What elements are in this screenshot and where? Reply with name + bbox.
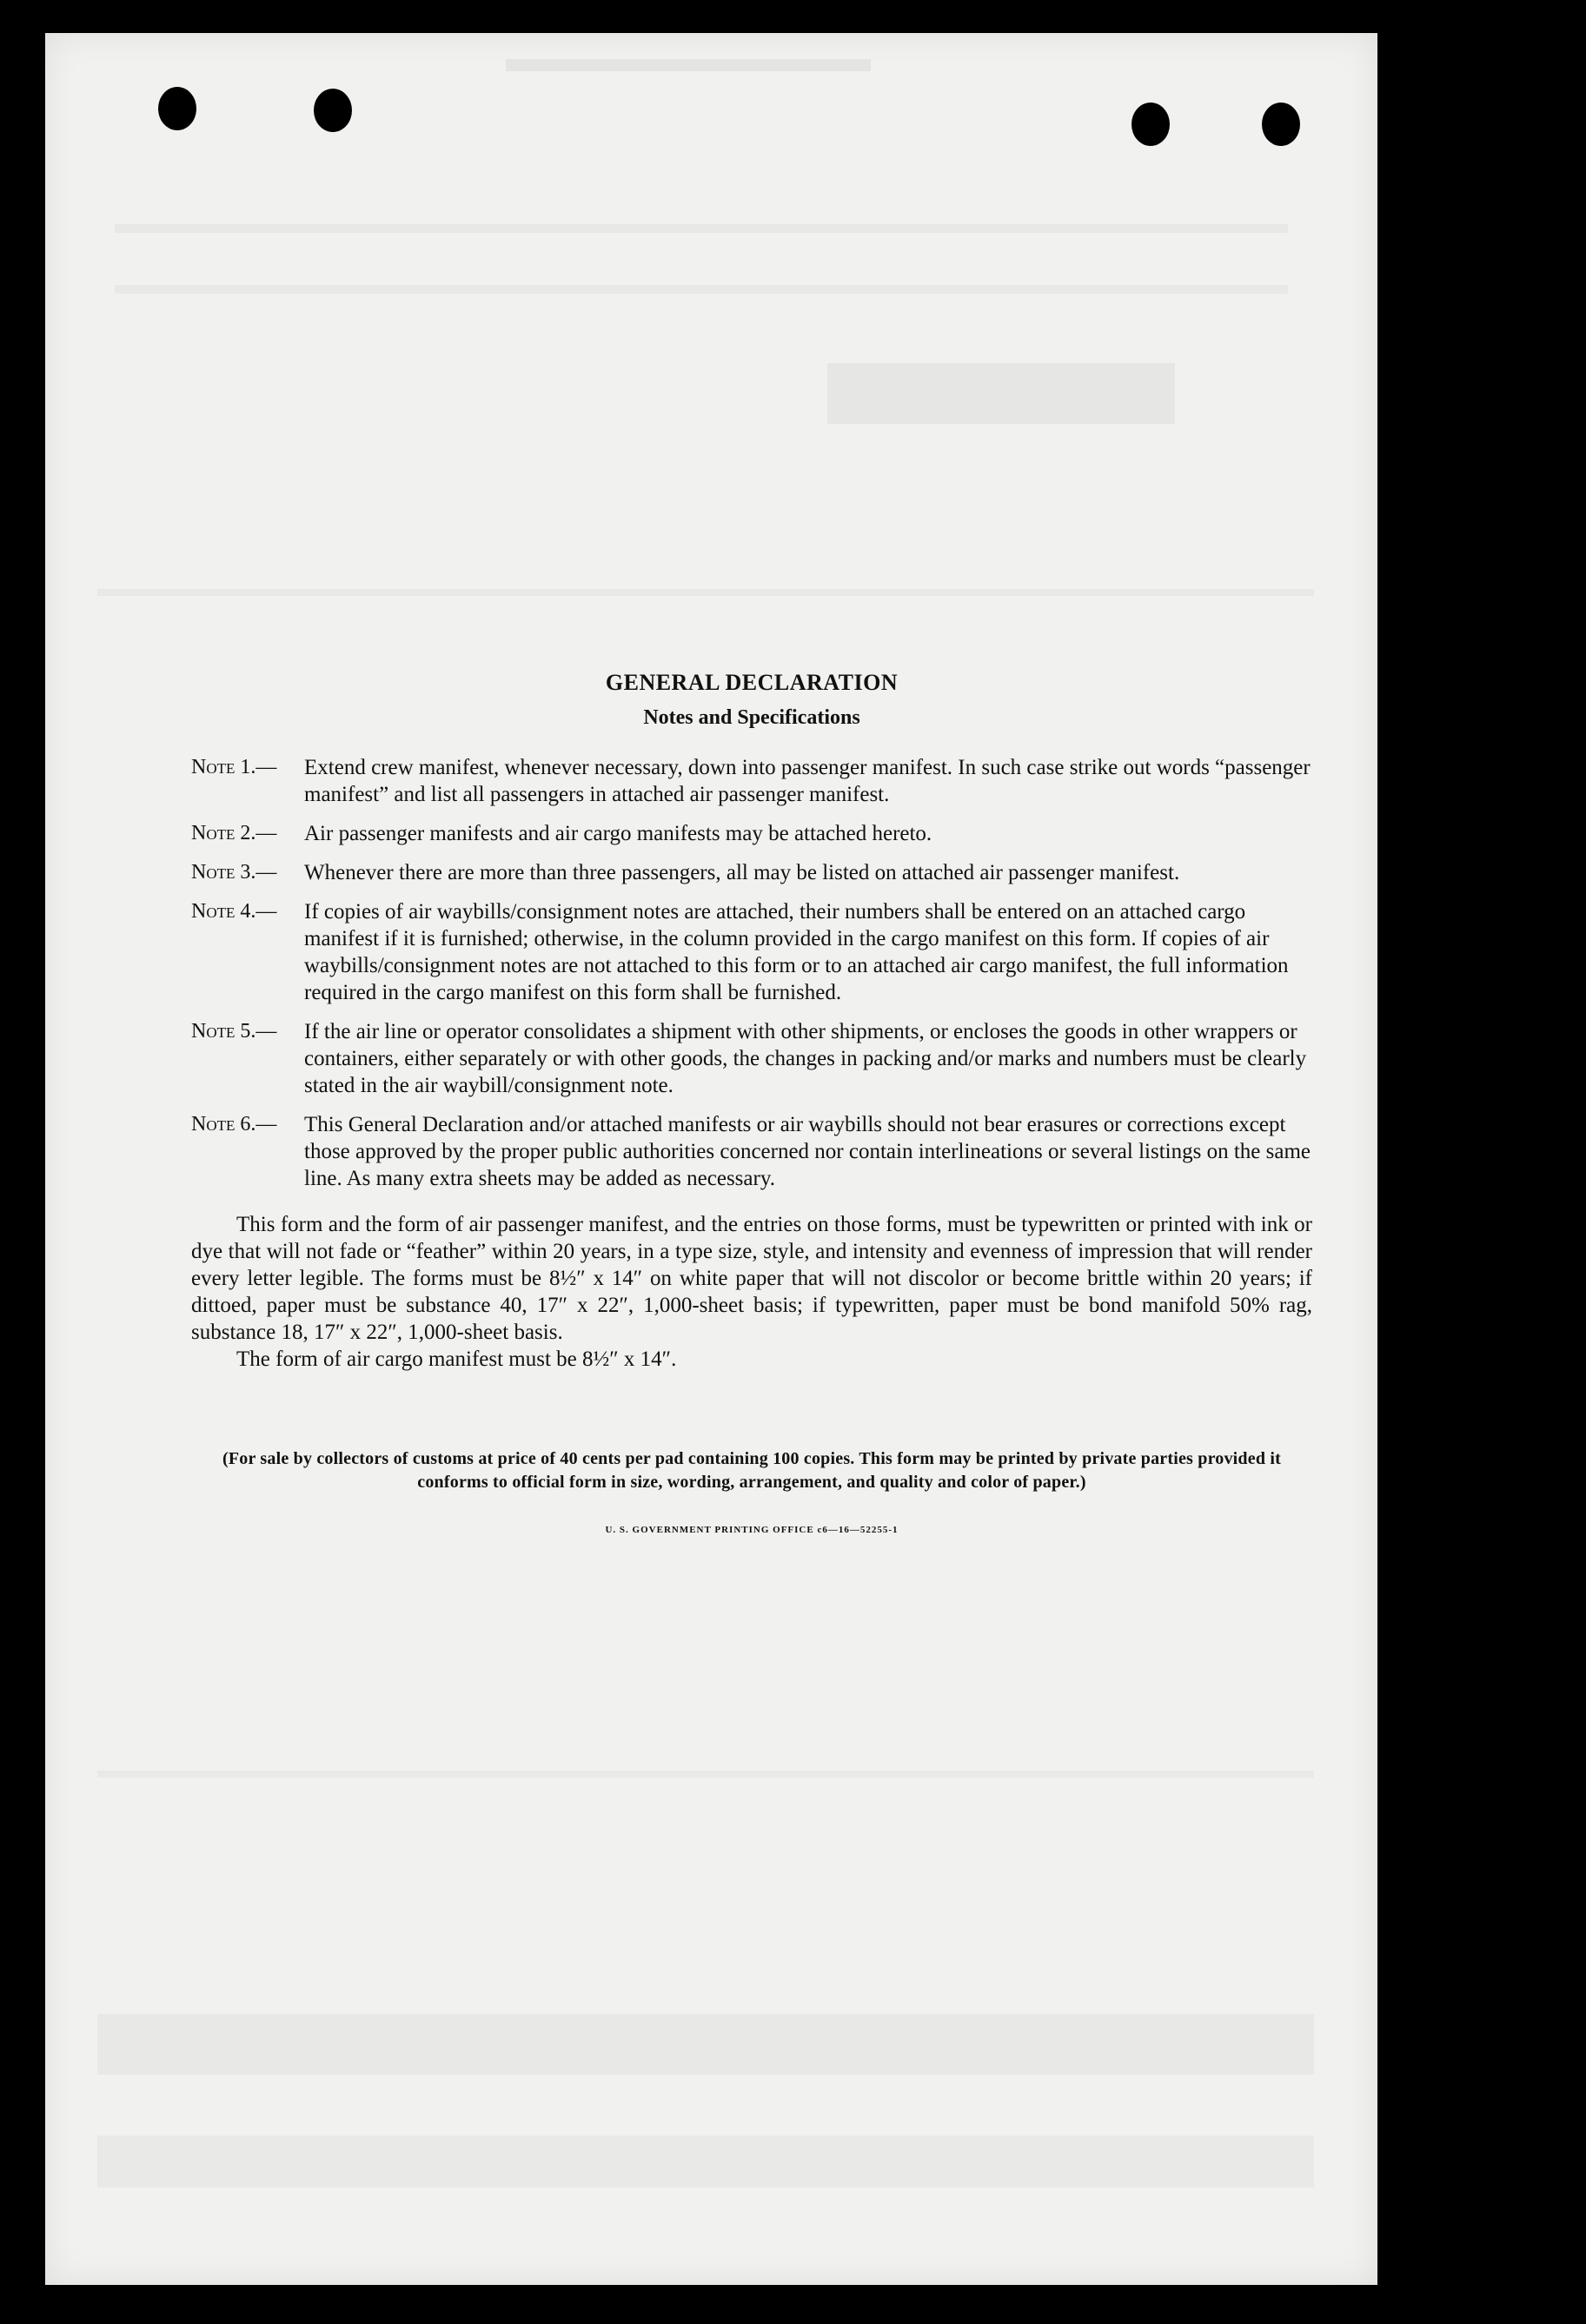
note-number: 5.— xyxy=(240,1020,277,1043)
note-text: Air passenger manifests and air cargo manifests may be attached hereto. xyxy=(304,822,932,845)
bleed-through-mark xyxy=(506,59,871,71)
note-label: Note xyxy=(191,900,236,923)
sale-notice: (For sale by collectors of customs at price of 40 cents per pad containing 100 copies. This form may be printed by private parties provided it conforms to official form in size, wording, arrangement, and quality and color of paper.) xyxy=(222,1449,1281,1492)
bleed-through-mark xyxy=(97,589,1314,596)
note-label: Note xyxy=(191,1113,236,1136)
bleed-through-mark xyxy=(115,224,1288,233)
note-text: If copies of air waybills/consignment notes are attached, their numbers shall be entered on an attached cargo manifest if it is furnished; otherwise, in the column provided in the cargo manifest on this form. If copies of air waybills/consignment notes are not attached to this form or to an attached air cargo manifest, the full information required in the cargo manifest on this form shall be furnished. xyxy=(304,900,1289,1004)
note-4 xyxy=(191,898,1312,1006)
form-specification-paragraph: This form and the form of air passenger manifest, and the entries on those forms, must be typewritten or printed with ink or dye that will not fade or “feather” within 20 years, in a type size, style, and intensity and evenness of impression that will render every letter legible. The forms must be 8½″ x 14″ on white paper that will not discolor or become brittle within 20 years; if dittoed, paper must be substance 40, 17″ x 22″, 1,000-sheet basis; if typewritten, paper must be bond manifold 50% rag, substance 18, 17″ x 22″, 1,000-sheet basis. xyxy=(191,1213,1312,1344)
note-5 xyxy=(191,1018,1312,1099)
punch-hole xyxy=(314,89,352,132)
note-label: Note xyxy=(191,861,236,884)
note-text: This General Declaration and/or attached manifests or air waybills should not bear erasures or corrections except those approved by the proper public authorities concerned nor contain interlineations or several listings on the same line. As many extra sheets may be added as necessary. xyxy=(304,1113,1311,1190)
note-text: Extend crew manifest, whenever necessary, down into passenger manifest. In such case strike out words “passenger manifest” and list all passengers in attached air passenger manifest. xyxy=(304,756,1311,806)
note-text: If the air line or operator consolidates a shipment with other shipments, or encloses the goods in other wrappers or containers, either separately or with other goods, the changes in packing and/or marks and numbers must be clearly stated in the air waybill/consignment note. xyxy=(304,1020,1307,1097)
printing-office-line: U. S. GOVERNMENT PRINTING OFFICE c6—16—52255-1 xyxy=(605,1525,899,1535)
page-title: GENERAL DECLARATION xyxy=(605,670,899,695)
note-label: Note xyxy=(191,822,236,844)
note-number: 3.— xyxy=(240,861,277,884)
page-subtitle: Notes and Specifications xyxy=(643,706,860,729)
punch-hole xyxy=(1131,103,1170,146)
note-1 xyxy=(191,754,1312,808)
note-text: Whenever there are more than three passengers, all may be listed on attached air passenger manifest. xyxy=(304,861,1180,884)
notes-section xyxy=(191,639,1312,1544)
punch-hole xyxy=(1262,103,1300,146)
bleed-through-mark xyxy=(115,285,1288,294)
note-2 xyxy=(191,820,1312,847)
bleed-through-mark xyxy=(827,363,1175,424)
bleed-through-mark xyxy=(97,1771,1314,1778)
note-3 xyxy=(191,859,1312,886)
note-label: Note xyxy=(191,1020,236,1043)
document-page xyxy=(45,33,1377,2285)
note-number: 4.— xyxy=(240,900,277,923)
note-6 xyxy=(191,1111,1312,1192)
note-number: 6.— xyxy=(240,1113,277,1136)
bleed-through-mark xyxy=(97,2135,1314,2188)
bleed-through-mark xyxy=(97,2014,1314,2075)
cargo-manifest-paragraph: The form of air cargo manifest must be 8½″ x 14″. xyxy=(236,1347,677,1371)
note-number: 1.— xyxy=(240,756,277,778)
note-number: 2.— xyxy=(240,822,277,844)
punch-hole xyxy=(158,87,196,130)
note-label: Note xyxy=(191,756,236,778)
